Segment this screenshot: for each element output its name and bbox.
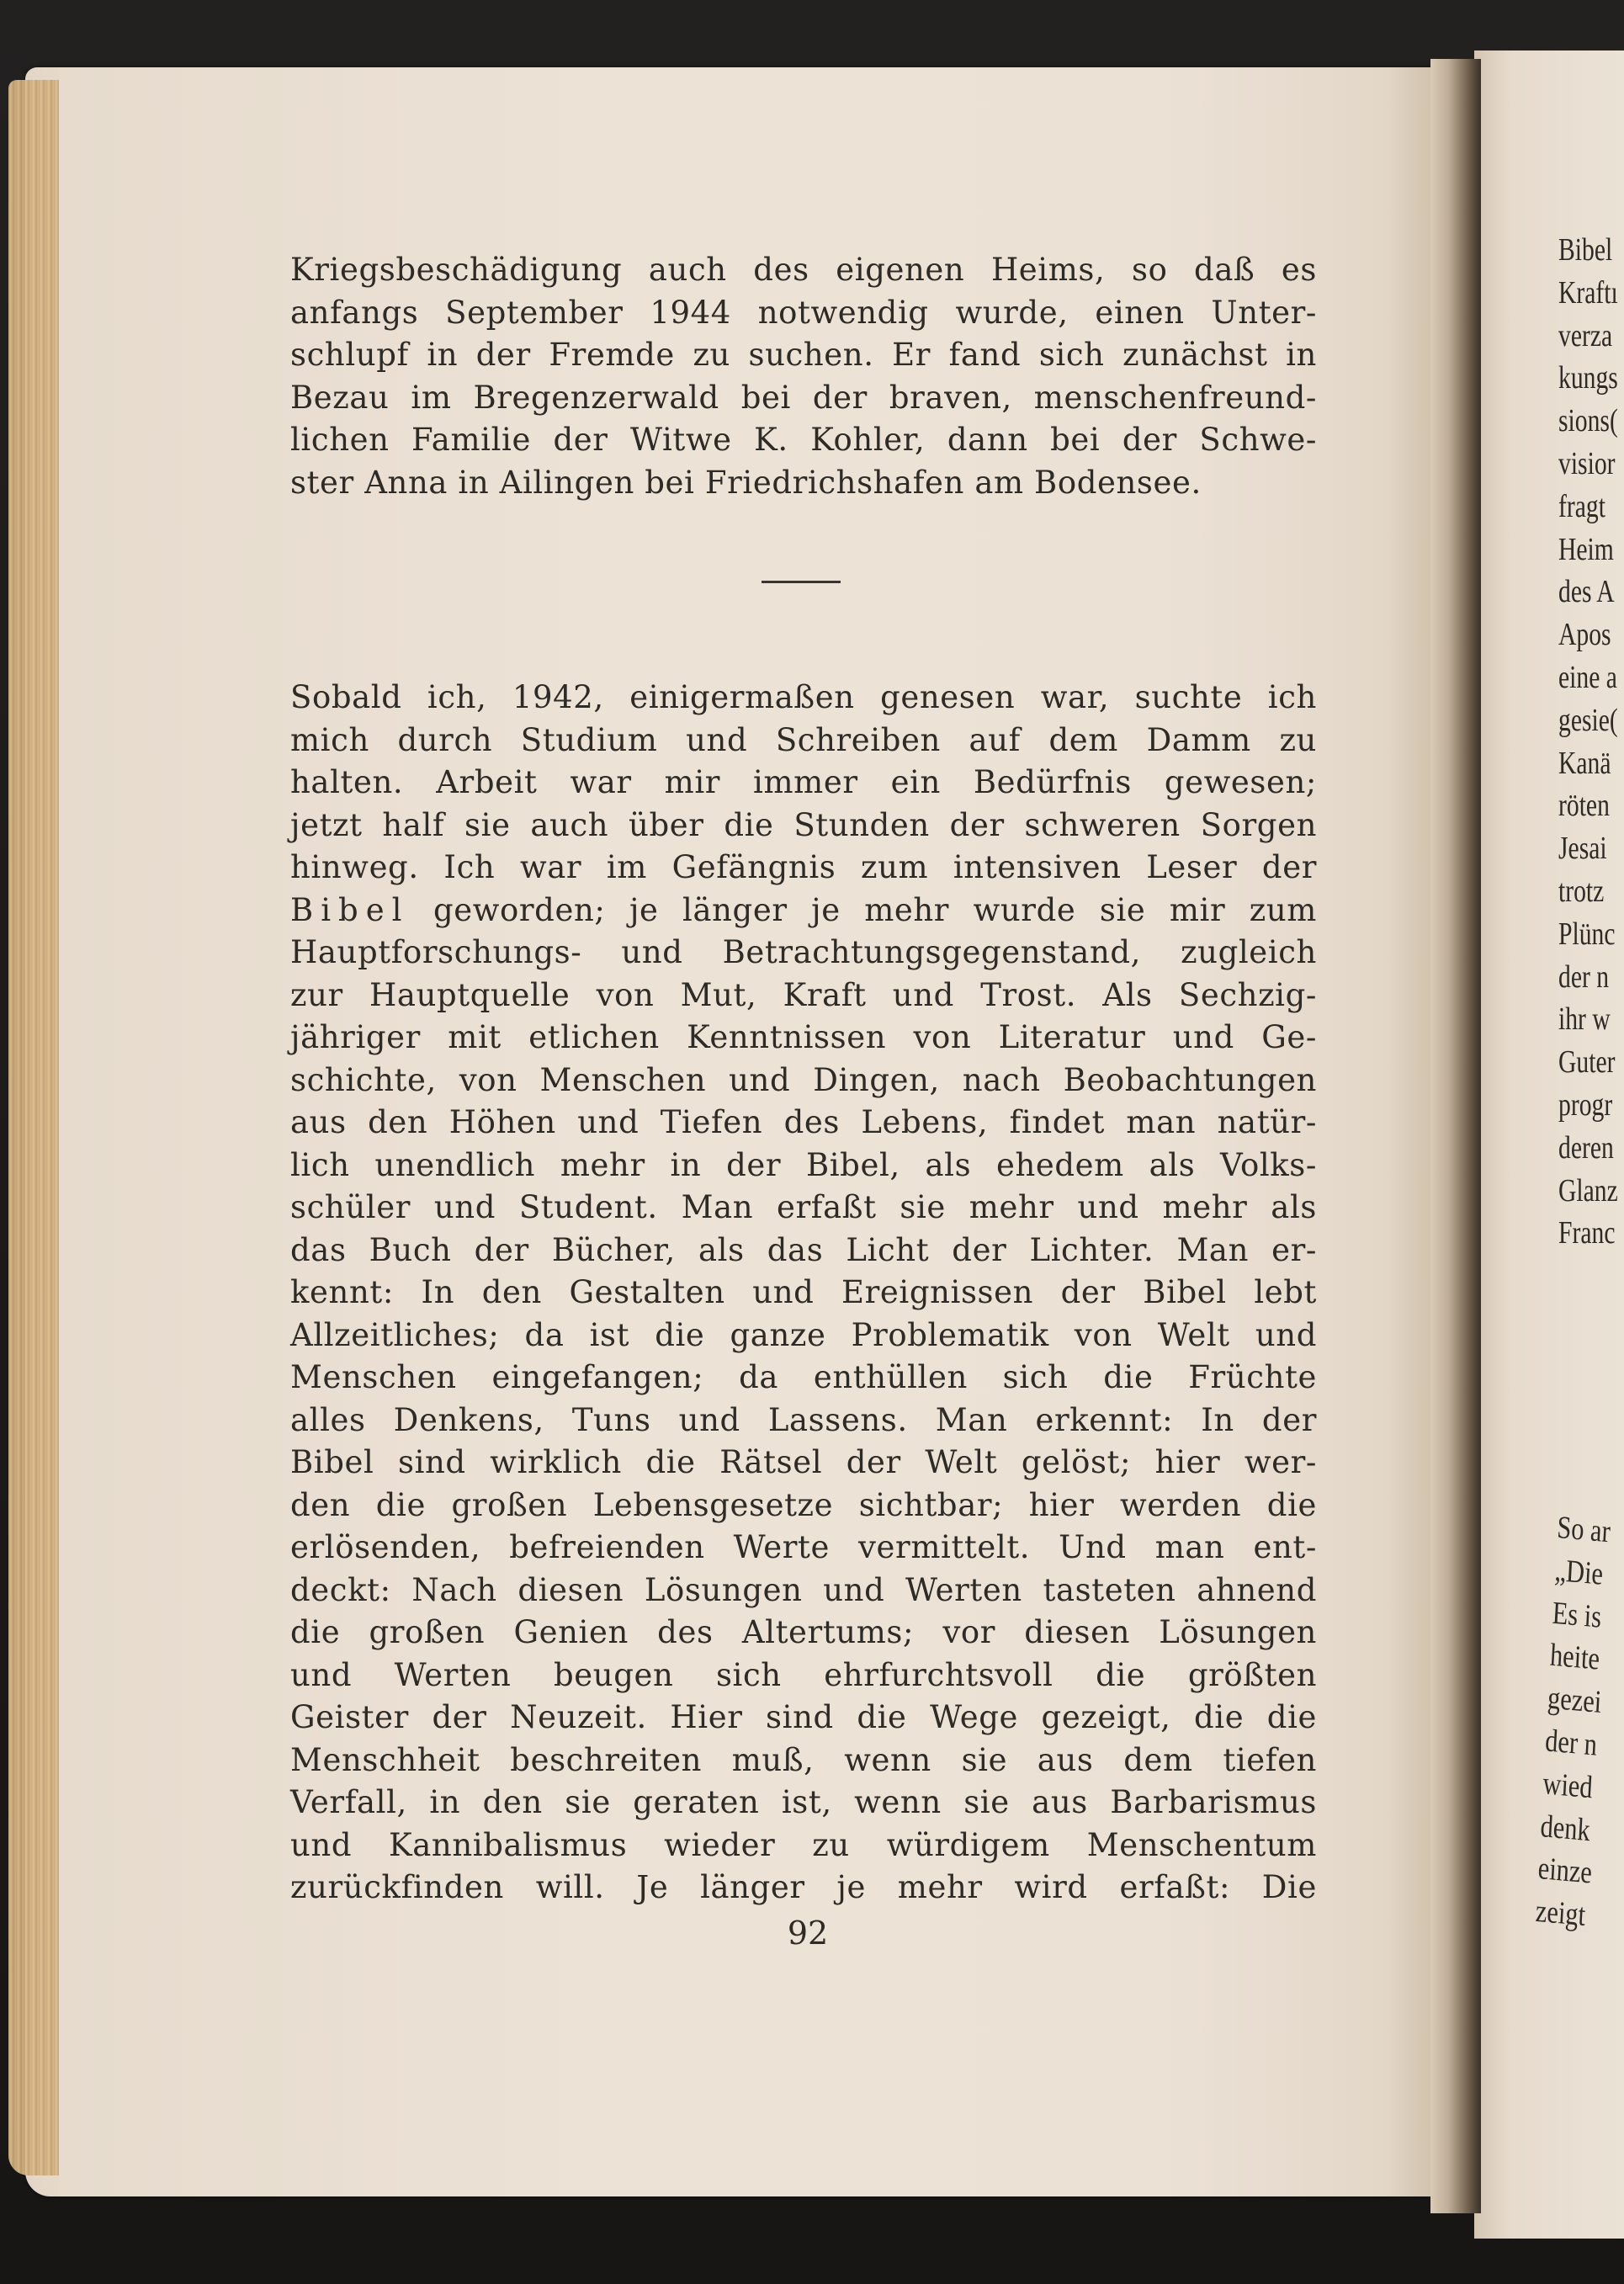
- text-line: Menschen eingefangen; da enthüllen sich die Früchte: [290, 1359, 1317, 1395]
- text-fragment: denk: [1539, 1808, 1591, 1848]
- section-divider: [762, 581, 841, 583]
- text-line: alles Denkens, Tuns und Lassens. Man erkennt: In der: [290, 1401, 1317, 1438]
- text-line: Menschheit beschreiten muß, wenn sie aus dem tiefen: [290, 1741, 1317, 1778]
- text-line: erlösenden, befreienden Werte vermittelt. Und man ent-: [290, 1529, 1317, 1565]
- text-fragment: wied: [1542, 1766, 1594, 1806]
- text-line: ster Anna in Ailingen bei Friedrichshafen am Bodensee.: [290, 464, 1202, 501]
- text-fragment: kungs: [1558, 360, 1618, 396]
- text-fragment: sions(: [1558, 403, 1618, 439]
- text-line: das Buch der Bücher, als das Licht der Lichter. Man er-: [290, 1231, 1317, 1268]
- text-fragment: der n: [1544, 1723, 1599, 1763]
- text-line: und Kannibalismus wieder zu würdigem Menschentum: [290, 1826, 1317, 1863]
- text-line: jähriger mit etlichen Kenntnissen von Literatur und Ge-: [290, 1019, 1317, 1055]
- text-fragment: Kanä: [1558, 745, 1611, 781]
- text-line: schlupf in der Fremde zu suchen. Er fand sich zunächst in: [290, 337, 1317, 373]
- text-line: Bibel sind wirklich die Rätsel der Welt gelöst; hier wer-: [290, 1444, 1317, 1480]
- emphasized-word: Bibel: [290, 891, 410, 928]
- text-line: Verfall, in den sie geraten ist, wenn sie aus Barbarismus: [290, 1784, 1317, 1820]
- text-line: hinweg. Ich war im Gefängnis zum intensiven Leser der: [290, 849, 1317, 885]
- text-fragment: Plünc: [1558, 916, 1616, 952]
- text-line: anfangs September 1944 notwendig wurde, einen Unter-: [290, 294, 1317, 331]
- text-line: Kriegsbeschädigung auch des eigenen Heims, so daß es: [290, 252, 1317, 288]
- text-fragment: heite: [1548, 1638, 1601, 1678]
- text-fragment: So ar: [1556, 1509, 1611, 1550]
- book-gutter: [1430, 59, 1481, 2213]
- text-fragment: trotz: [1558, 873, 1605, 909]
- text-fragment: gesie(: [1558, 702, 1618, 738]
- text-fragment: fragt: [1558, 488, 1605, 524]
- paragraph-2: [290, 677, 1317, 1910]
- text-line: kennt: In den Gestalten und Ereignissen der Bibel lebt: [290, 1274, 1317, 1310]
- text-line: jetzt half sie auch über die Stunden der schweren Sorgen: [290, 806, 1317, 843]
- text-line: halten. Arbeit war mir immer ein Bedürfnis gewesen;: [290, 764, 1317, 800]
- text-line: Sobald ich, 1942, einigermaßen genesen war, suchte ich: [290, 679, 1317, 715]
- text-fragment: Glanz: [1558, 1172, 1618, 1208]
- text-line: deckt: Nach diesen Lösungen und Werten tasteten ahnend: [290, 1571, 1317, 1608]
- text-line: lich unendlich mehr in der Bibel, als ehedem als Volks-: [290, 1146, 1317, 1183]
- text-line: Allzeitliches; da ist die ganze Problematik von Welt und: [290, 1316, 1317, 1353]
- text-fragment: Es is: [1551, 1595, 1603, 1635]
- text-line: den die großen Lebensgesetze sichtbar; hier werden die: [290, 1486, 1317, 1523]
- text-line: aus den Höhen und Tiefen des Lebens, findet man natür-: [290, 1104, 1317, 1140]
- text-fragment: „Die: [1553, 1552, 1605, 1592]
- text-fragment: Franc: [1558, 1215, 1616, 1251]
- text-fragment: Guter: [1558, 1044, 1616, 1081]
- text-line-bibel: [290, 890, 1317, 932]
- text-fragment: verza: [1558, 317, 1613, 353]
- text-line: Bezau im Bregenzerwald bei der braven, menschenfreund-: [290, 379, 1317, 416]
- text-fragment: röten: [1558, 788, 1610, 824]
- text-fragment: progr: [1558, 1086, 1613, 1123]
- text-line: lichen Familie der Witwe K. Kohler, dann bei der Schwe-: [290, 422, 1317, 458]
- page-number: 92: [787, 1915, 829, 1952]
- page-edges: [8, 80, 61, 2175]
- text-fragment: des A: [1558, 574, 1615, 610]
- text-fragment: gezei: [1547, 1680, 1603, 1721]
- right-page-text-1: [1558, 229, 1618, 1255]
- text-fragment: eine a: [1558, 659, 1617, 695]
- text-fragment: zeigt: [1534, 1894, 1587, 1934]
- text-fragment: Apos: [1558, 617, 1611, 653]
- text-line: zurückfinden will. Je länger je mehr wird erfaßt: Die: [290, 1869, 1317, 1905]
- text-fragment: Heim: [1558, 531, 1614, 567]
- text-line: die großen Genien des Altertums; vor diesen Lösungen: [290, 1614, 1317, 1650]
- text-line: schichte, von Menschen und Dingen, nach Beobachtungen: [290, 1061, 1317, 1098]
- text-fragment: visior: [1558, 445, 1616, 481]
- text-line: Hauptforschungs- und Betrachtungsgegenstand, zugleich: [290, 934, 1317, 970]
- text-line: und Werten beugen sich ehrfurchtsvoll die größten: [290, 1656, 1317, 1693]
- paragraph-1: [290, 249, 1317, 504]
- text-fragment: einze: [1536, 1851, 1594, 1891]
- text-line: mich durch Studium und Schreiben auf dem Damm zu: [290, 721, 1317, 758]
- text-fragment: ihr w: [1558, 1001, 1611, 1038]
- text-fragment: deren: [1558, 1129, 1614, 1166]
- text-fragment: Bibel: [1558, 232, 1613, 268]
- text-line: Geister der Neuzeit. Hier sind die Wege gezeigt, die die: [290, 1699, 1317, 1735]
- text-line: zur Hauptquelle von Mut, Kraft und Trost. Als Sechzig-: [290, 976, 1317, 1013]
- text-fragment: der n: [1558, 959, 1610, 995]
- text-fragment: Jesai: [1558, 831, 1607, 867]
- text-line: schüler und Student. Man erfaßt sie mehr und mehr als: [290, 1189, 1317, 1225]
- text-fragment: Kraftı: [1558, 274, 1618, 311]
- text-line-rest: geworden; je länger je mehr wurde sie mir zum: [433, 891, 1317, 928]
